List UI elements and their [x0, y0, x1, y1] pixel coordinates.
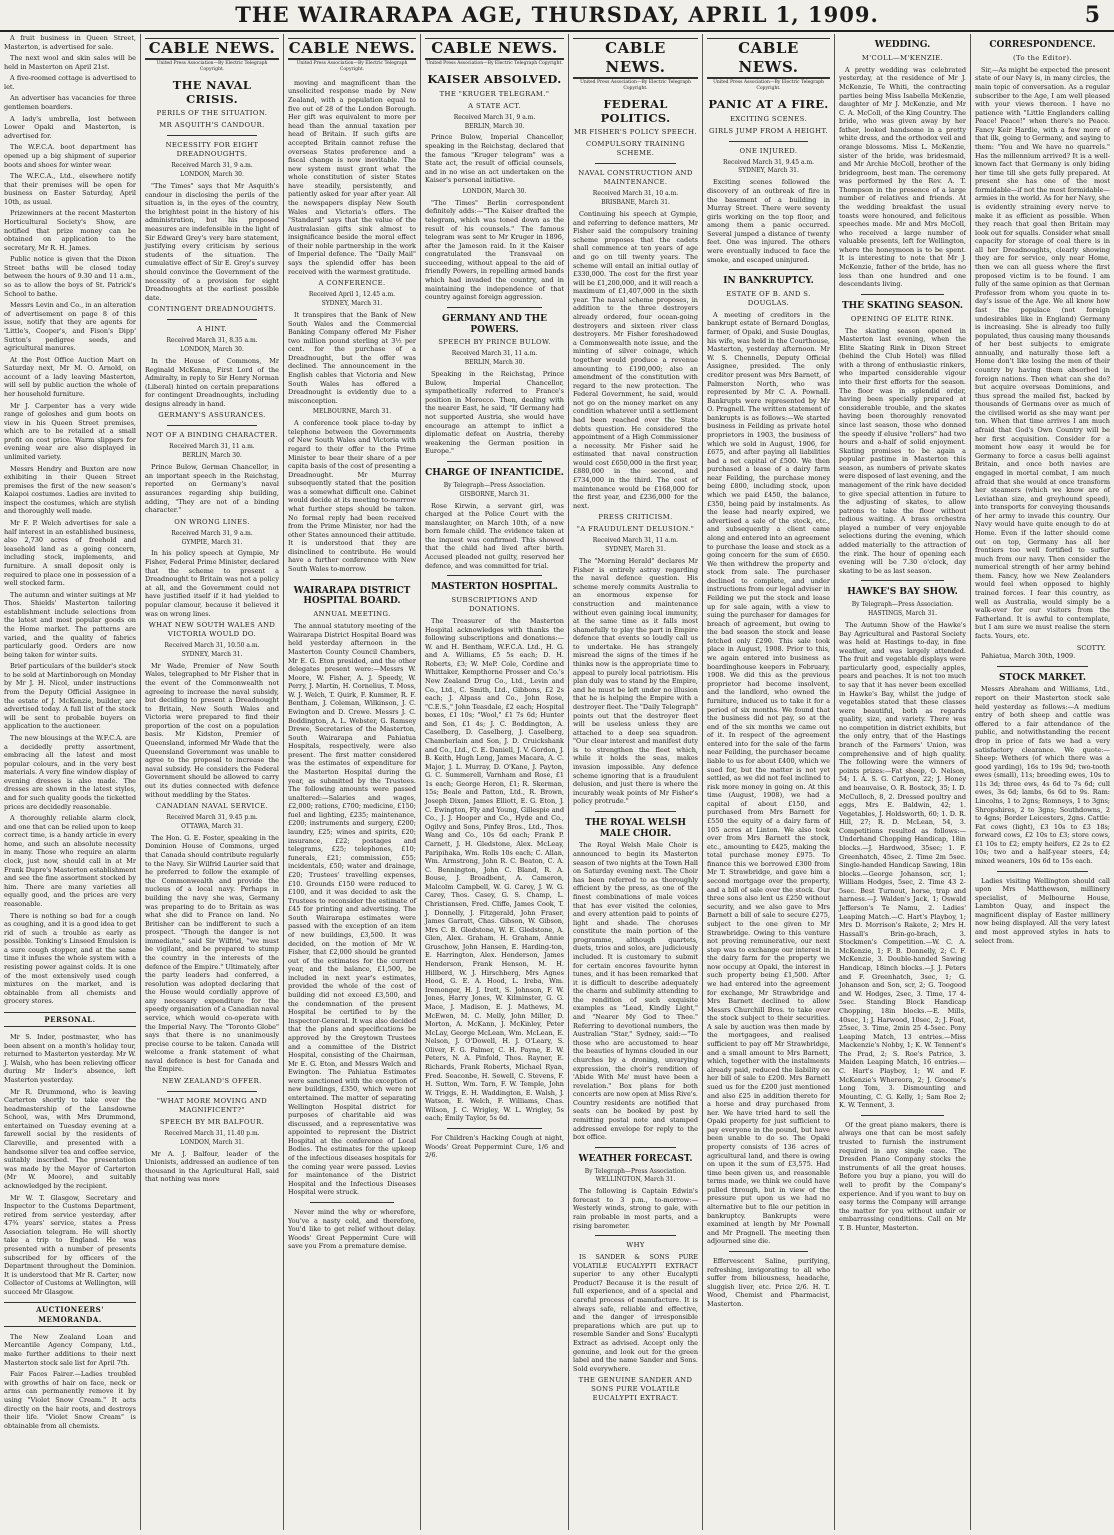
headline-masterton-hospital: MASTERTON HOSPITAL.	[431, 582, 558, 593]
headline-germany-powers: GERMANY AND THE POWERS.	[442, 313, 547, 335]
agency-line: United Press Association—By Electric Telegraph Copyright.	[296, 61, 408, 72]
local-notice: At the Post Office Auction Mart on Saturday next, Mr M. O. Arnold, on account of a lady leaving Masterton, will sell by public auction the whole of her household furniture.	[4, 355, 136, 398]
divider	[861, 1115, 944, 1116]
agency-line: United Press Association—By Electric Telegraph Copyright.	[426, 61, 563, 66]
personal-item: Mr S. Inder, postmaster, who has been absent on a month's holiday tour, returned to Masterton yesterday. Mr W. J. Walsh, who has been relieving officer during Mr Inder's absence, left Masterton yesterday.	[4, 1033, 136, 1084]
subheadline: COMPULSORY TRAINING SCHEME.	[585, 140, 686, 158]
byline: By Telegraph—Press Association.	[584, 1167, 687, 1175]
page-number: 5	[1084, 2, 1100, 28]
cable-news-banner: CABLE NEWS.	[707, 38, 830, 79]
byline: By Telegraph—Press Association.	[443, 481, 546, 489]
place-line: LONDON, March 30.	[462, 187, 527, 195]
article-paragraph: The Royal Welsh Male Choir is announced to begin its Masterton season of two nights at the Town Hall on Saturday evening next. The Choir has been referred to as thoroughly efficient by the press, as one of the finest combinations of male voices that has ever visited the colonies, and every attention paid to points of light and shade. The choruses constitute the main portion of the programme, although quartets, duets, trios and solos, are judiciously included. It is customary to submit for certain encores favourite hymn tunes, and it has been remarked that it is difficult to describe adequately the charm and sublimity attending to the rendition of such exquisite examples as "Lead, Kindly Light," and "Nearer My God to Thee." Referring to devotional numbers, the Australian "Star," Sydney, said:—"To those who are accustomed to hear the beauties of hymns clouded in our churches by a droning, unvarying expression, the choir's rendition of 'Abide With Me' must have been a revelation." Box plans for both concerts are now open at Miss Rive's. Country residents are notified that seats can be booked by post by remitting postal note and stamped addressed envelope for reply to the box office.	[573, 841, 698, 1142]
place-line: BERLIN, March 30.	[182, 452, 242, 460]
masthead	[0, 0, 1114, 32]
divider	[595, 1235, 676, 1236]
article-paragraph: "The Times" Berlin correspondent definitely adds:—"The Kaiser drafted the telegram, which was toned down as the result of his counsels." The famous telegram was sent to Mr Kruger in 1896, after the Jameson raid. In it the Kaiser congratulated the Transvaal on succeeding, without appeal to the aid of friendly Powers, in repelling armed bands which had invaded the country, and in maintaining the independence of that country against foreign aggression.	[425, 198, 564, 302]
dateline: Received March 31, 9 a.m.	[171, 529, 253, 537]
dateline: Received March 31, 8.35 a.m.	[166, 337, 258, 345]
article-paragraph: Prince Bulow, Imperial Chancellor, speaking in the Reichstag, declared that the famous "Kruger telegram" was a State act, the result of official counsels, and in no wise an act undertaken on the Kaiser's personal initiative.	[425, 133, 564, 185]
place-line: BERLIN, March 30.	[464, 359, 525, 367]
auction-items	[4, 1333, 136, 1430]
column-1-local-notices	[0, 34, 140, 1530]
article-paragraph: A pretty wedding was celebrated yesterday, at the residence of Mr J. McKenzie, Te Whiti, the contracting parties being Miss Isabella McKenzie, daughter of Mr J. McKenzie, and Mr C. A. McColl, of the King Country. The bride, who was given away by her father, looked handsome in a pretty white dress, and the orthodox veil and orange blossoms. Miss L. McKenzie, sister of the bride, was bridesmaid, and Mr Archie McColl, brother of the bridegroom, best man. The ceremony was performed by the Rev. A. T. Thompson in the presence of a large number of relatives and friends. At the wedding breakfast the usual toasts were honoured, and felicitous speeches made. Mr and Mrs McColl, who received a large number of valuable presents, left for Wellington, where the honeymoon is to be spent. It is interesting to note that Mr J. McKenzie, father of the bride, has no less than one hundred and one descendants living.	[839, 65, 966, 289]
personal-item: Mr R. Drummond, who is leaving Carterton shortly to take over the headmastership of the Lansdowne School, was, with Mrs Drummond, entertained on Tuesday evening at a farewell social by the residents of Clareville, and presented with a handsome silver tea and coffee service, suitably inscribed. The presentation was made by the Mayor of Carterton (Mr W. Moore), and suitably acknowledged by the recipient.	[4, 1087, 136, 1190]
dateline: Received April 1, 12.45 a.m.	[308, 291, 396, 299]
local-notice: The new blousings at the W.F.C.A. are a decidedly pretty assortment, embracing all the latest and most popular colours, and in the very best materials. A very fine window display of evening dresses is also made. The dresses are shown in the latest styles, and for such quality goods the ticketted prices are decidedly reasonable.	[4, 733, 136, 811]
place-line: LONDON, March 31.	[180, 1138, 244, 1146]
place-line: SYDNEY, March 31.	[605, 546, 666, 554]
article-paragraph: The annual statutory meeting of the Wairarapa District Hospital Board was held yesterday afternoon in the Masterton County Council Chambers, Mr E. G. Eton presided, and the other delegates present were:—Messrs W. Moore, W. Fisher, A. J. Speedy, W. Perry, J. Martin, H. Cornelius, T. Moss, W. J. Welch, T. Quirk, F. Kummer, R. F. Bentham, J. Coleman, Wilkinson, J. C. Ewington and D. Crewe. Messrs J. C. Boddington, A. L. Webster, G. Ramsey Drewe, Secretaries of the Masterton, South Wairarapa and Pahiatua Hospitals, respectively, were also present. The first matter considered was the estimates of expenditure for the Masterton Hospital during the year, as submitted by the Trustees. The following amounts were passed unaltered:—Salaries and wages, £2,000; rations, £700; medicine, £150; fuel and lighting, £235; maintenance, £200; instruments and surgery, £200; laundry, £25; wines and spirits, £20; insurance, £22; postages and telegrams, £25; telephones, £10; funerals, £21; commission, £55; incidentals, £50; water and drainage, £20; Trustees' travelling expenses, £10. Grounds £150 were reduced to £100, and it was decided to ask the Trustees to reconsider the estimate of £45 for printing and advertising. The South Wairarapa estimates were passed with the exception of an item of new buildings, £3,500. It was decided, on the motion of Mr W. Fisher, that £2,000 should be granted out of the estimates for the current year, and the balance, £1,500, be included in next year's estimates, provided the whole of the cost of building did not exceed £3,500, and the condemnation of the present Hospital be certified to by the Inspector-General. It was also decided that the plans and specifications be approved by the Greytown Trustees and a committee of the District Hospital, consisting of the Chairman, Mr E. G. Eton, and Messrs Welch and Ewington. The Pahiatua Estimates were sanctioned with the exception of new buildings, £350, which were not entertained. The matter of separating Wellington Hospital district for purposes of charitable aid was discussed, and a representative was appointed to represent the District Hospital at the conference of Local Bodies. The estimates for the upkeep of the infectious diseases hospitals for the coming year were passed. Levies for maintenance of the District Hospital and the Infectious Diseases Hospital were struck.	[288, 622, 416, 1197]
local-notice: A lady's umbrella, lost between Lower Opaki and Masterton, is advertised for.	[4, 114, 136, 140]
dateline: Received March 31, 10 a.m.	[592, 190, 679, 198]
divider	[595, 1147, 676, 1148]
advert-cough-cure: For Children's Hacking Cough at night, Woods' Great Peppermint Cure, 1/6 and 2/6.	[425, 1134, 564, 1160]
subheadline: "A FRAUDULENT DELUSION."	[576, 525, 695, 534]
agency-line: United Press Association—By Electric Telegraph Copyright.	[580, 80, 691, 91]
divider	[447, 1128, 542, 1129]
article-paragraph: Mr Wade, Premier of New South Wales, telegraphed to Mr Fisher that in the event of the Commonwealth not agreeing to increase the naval subsidy, but deciding to present a Dreadnought to Britain, New South Wales and Victoria were prepared to find their proportion of the cost on a population basis. Mr Kidston, Premier of Queensland, informed Mr Wade that the Queensland Government was unable to agree to the proposal to increase the naval subsidy. He considers the Federal Government should be allowed to carry out its duties connected with defence without meddling by the States.	[145, 661, 279, 799]
article-paragraph: Rose Kirwin, a servant girl, was charged at the Police Court with the manslaughter, on March 10th, of a new born female child. The evidence taken at the inquest was confirmed. This showed that the child had lived after birth. Accused pleaded not guilty, reserved her defence, and was committed for trial.	[425, 501, 564, 570]
column-2-naval-crisis	[140, 34, 283, 1530]
auction-item: Fair Faces Fairer.—Ladies troubled with growths of hair on face, neck or arms can permanently remove it by using "Violet Snow Cream." It acts directly on the hair roots, and destroys their life. "Violet Snow Cream" is obtainable from all chemists.	[4, 1370, 136, 1430]
headline-weather: WEATHER FORECAST.	[578, 1153, 693, 1164]
headline-infanticide: CHARGE OF INFANTICIDE.	[425, 467, 564, 478]
place-line: LONDON, March 30.	[180, 346, 244, 354]
column-5-federal-politics	[568, 34, 702, 1530]
divider	[447, 307, 542, 308]
byline: By Telegraph—Press Association.	[851, 601, 954, 609]
column-6-fire-bankruptcy	[702, 34, 834, 1530]
newspaper-columns	[0, 34, 1114, 1532]
divider	[861, 580, 944, 581]
subheadline: A STATE ACT.	[468, 101, 521, 110]
dateline: Received March 31, 11 a.m.	[592, 537, 679, 545]
local-notice: The autumn and winter suitings at Mr Thos. Shields' Masterton tailoring establishment include selections from the latest and most popular goods on the Home market. The patterns are varied, and the quality of fabrics particularly good. Orders are now being taken for winter suits.	[4, 590, 136, 659]
article-paragraph: The Autumn Show of the Hawke's Bay Agricultural and Pastoral Society was held at Hastings to-day, in fine weather, and was largely attended. The fruit and vegetable displays were particularly good, especially apples, pears and peaches. It is not too much to say that it has never been excelled in Hawke's Bay, whilst the judge of vegetables stated that these classes were beautiful, both as regards quality, size, and variety. There was no competition in district exhibits, but the only entry, that of the Hastings branch of the Farmers' Union, was comprehensive and of high quality. The following were the winners of points prizes:—Fat sheep, O. Nelson, 54; I. A. S. G. Carlyon, 22; J. Honey and beauvaise, O. R. Bostock, 35; I. D. McCulloch, 8, 2. Dressed poultry and eggs, Mrs E. Baldwin, 42; 1. Vegetables, J. Holdsworth, 60; 1. D. R. Hill, 27; R. D. McLean, 54, 3. Competitions resulted as follows:—Underhand Chopping Handicap, 18in blocks.—J. Hardwood, 35sec; 1. F. Greenhatch, 45sec, 2. Time 2m 5sec. Single-handed Handicap Sawing, 18in blocks.—George Johanson, scr, 1; William Hodges, 5sec, 2. Time 43 2-5sec. Best Turnout, horse, trap and harness.—J. Walden's Jack, 1; Oswald Jefferson's Te Namu, 2. Ladies' Leaping Match.—C. Hart's Playboy, 1; Mrs D. Morrison's Rakete, 2; Mrs H. Hassall's Brin-go-brach, 3. Stockmen's Competition.—W. C. A. McKenzie, 1; F. B. Donnelly, 2; C. F. McKenzie, 3. Double-handed Sawing Handicap, 18inch blocks.—J. J. Peters and F. Greenhatch, 3sec, 1; G. Johanson and Son, scr, 2; G. Toogood and W. Hodges, 2sec, 3. Time, 17 4-5sec. Standing Block Handicap Chopping, 18in blocks.—E. Mills, 40sec, 1; J. Harwood, 10sec, 2; J. Foat, 25sec, 3. Time, 2min 25 4-5sec. Pony Leaping Match, 13 entries.—Miss Mackenzie's Nobby, 1; K. W. Tennent's The Prad, 2; S. Roe's Patrice, 3. Maiden Leaping Match, 16 entries.—C. Hart's Playboy, 1; W. and F. McKenzie's Whereora, 2; J. Groome's Long Tom, 3. Dismounting and Mounting, C. G. Kelly, 1; Sam Roe 2; K. W. Tennent, 3.	[839, 620, 966, 1110]
local-notice: Messrs Levin and Co., in an alteration of advertisement on page 8 of this issue, notify that they are agents for 'Little's, Cooper's, and Fison's Dipp' Sutton's pedigree seeds, and agricultural manures.	[4, 301, 136, 353]
article-paragraph: Mr A. J. Balfour, leader of the Unionists, addressed an audience of ten thousand in the Agricultural Hall, said that nothing was more	[145, 1149, 279, 1184]
subheadline: ANNUAL MEETING.	[313, 610, 391, 619]
advert-heading: WHY	[626, 1241, 645, 1250]
article-paragraph: The "Morning Herald" declares Mr Fisher is entirely astray regarding the naval defence question. His scheme merely commits Australia to an enormous expense for construction and maintenance without even gaining local immunity, at the same time as it falls most shamefully to play the part in Empire defence that events so loudly call us to undertake. He has strangely misread the signs of the times if he thinks now is the appropriate time to appeal to purely local patriotism. His plan duly was to stand by the Empire, and he must be left under no illusion that he is helping the Empire with a destroyer fleet. The "Daily Telegraph" points out that the destroyer fleet will be useless unless they are attached to a deep sea squadron. "Our clear interest and manifest duty is to strengthen the fleet which, while it holds the seas, makes invasion impossible. Any defence scheme ignoring that is a fraudulent delusion, and just there is where the incurably weak points of Mr Fisher's policy protrude."	[573, 557, 698, 806]
dateline: Received March 31, 9 a.m.	[453, 113, 536, 121]
divider	[595, 163, 676, 164]
headline-welsh-choir: THE ROYAL WELSH MALE CHOIR.	[584, 817, 687, 839]
headline-naval-crisis: THE NAVAL CRISIS.	[172, 77, 252, 106]
subheadline: EXCITING SCENES.	[729, 114, 808, 123]
subheadline: SPEECH BY MR BALFOUR.	[159, 1117, 265, 1126]
auction-item: The New Zealand Loan and Mercantile Agency Company, Ltd., make further additions to their next Masterton stock sale list for April 7th.	[4, 1332, 136, 1367]
article-paragraph: "The Times" says that Mr Asquith's candour in disclosing the perils of the situation is, in the eyes of the country, the brightest point in the history of his administration, but his proposed measures are indefensible in the light of Sir Edward Grey's very bare statement, justifying every criticism by serious students of the situation. The cumulative effect of Sir E. Grey's survey should convince the Government of the necessity of a provision for eight Dreadnoughts at the earliest possible date.	[145, 182, 279, 302]
subheadline: NAVAL CONSTRUCTION AND MAINTENANCE.	[578, 169, 693, 187]
dateline: Received March 31, 11 a.m.	[169, 443, 255, 451]
headline-hospital-board: WAIRARAPA DISTRICT HOSPITAL BOARD.	[293, 585, 411, 607]
divider	[167, 135, 257, 136]
article-paragraph: Continuing his speech at Gympie, and referring to defence matters, Mr Fisher said the compulsory training scheme proposes that the cadets shall commence at ten years of age and go on till twenty years. The scheme will entail an initial outlay of £330,000. The cost for the first year will be £1,200,000, and it will reach a maximum of £1,407,000 in the sixth year. The naval scheme proposes, in addition to the three destroyers already ordered, four ocean-going destroyers and sixteen river class destroyers. Mr Fisher foreshadowed a Commonwealth note issue, and the minting of silver coinage, which together would produce a revenue amounting to £190,000; also an amendment of the constitution with regard to the new protection. The Federal Government, he said, would not go on the money market on any condition whatever until a settlement had been reached over the State debts question. He considered the appointment of a High Commissioner a necessity. Mr Fisher said he estimated that naval construction would cost £650,000 in the first year, £880,000 in the second, and £734,000 in the third. The cost of maintenance would be £168,000 for the first year, and £236,000 for the next.	[573, 210, 698, 510]
subheadline: PRESS CRITICISM.	[598, 513, 673, 522]
column-7-wedding-skating	[834, 34, 970, 1530]
subheadline: CANADIAN NAVAL SERVICE.	[155, 802, 269, 811]
divider	[167, 1091, 257, 1092]
cable-news-banner: CABLE NEWS.	[288, 38, 416, 60]
divider	[310, 579, 394, 580]
local-notice: Brief particulars of the builder's stock to be sold at Martinborough on Monday by Mr J. H. Nicol, under instructions from the Deputy Official Assignee in the estate of J. McKenzie, builder, are advertised today. A full list of the stock will be sent to probable buyers on application to the auctioneer.	[4, 662, 136, 731]
place-line: SYDNEY, March 31.	[738, 167, 799, 175]
article-paragraph: The following is Captain Edwin's forecast to 3 p.m., to-morrow:—Westerly winds, strong to gale, with rain probable in most parts, and a rising barometer.	[573, 1187, 698, 1230]
letter-place-date: Pahiatua, March 30th, 1909.	[981, 652, 1076, 661]
headline-bankruptcy: IN BANKRUPTCY.	[723, 276, 814, 287]
divider	[447, 575, 542, 576]
cable-news-banner: CABLE NEWS.	[145, 38, 279, 60]
article-paragraph: Exciting scenes followed the discovery of an outbreak of fire in the basement of a building in Murray Street. There were seventy girls working on the top floor, and among them a panic occurred. Several jumped a distance of twenty feet. One was injured. The others were eventually induced to face the smoke, and escaped uninjured.	[707, 178, 830, 264]
article-paragraph: A meeting of creditors in the bankrupt estate of Bernard Douglas, farmer, of Opaki, and Susie Douglas, his wife, was held in the Courthouse, Masterton, yesterday afternoon. Mr W. S. Chennells, Deputy Official Assignee, presided. The only creditor present was Mrs Barnett, of Palmerston North, who was represented by Mr C. A. Pownall. Bankrupts were represented by Mr O. Pragnell. The written statement of bankrupts is as follows:—We started business in Feilding as private hotel proprietors in 1903, the business of which we sold in August, 1906, for £675, and after paying all liabilities had a net capital of £500. We then purchased a lease of a dairy farm near Feilding, the purchase money being £800, including stock, upon which we paid £450, the balance, £350, being paid by instalments. As the lease had nearly expired, we advertised a sale of the stock, etc., and subsequently a client came along and entered into an agreement to purchase the lease and stock as a going concern for the sum of £650. We then withdrew the property and stock from sale. The purchaser declined to complete, and under instructions from our legal adviser in Feilding we put the stock and lease up for sale again, with a view to suing the purchaser for damages for breach of agreement, but owing to the bad season the stock and lease fetched only £290. This sale took place in August, 1908. Prior to this, we again entered into business as boardinghouse keepers in February, 1908. We did this as the previous proprietor had become insolvent, and the landlord, who owned the furniture, induced us to take it for a period of six months. We found that the business did not pay, so at the end of the six months we came out of it. In respect of the agreement entered into for the sale of the farm near Feilding, the purchaser became liable to us for about £400, which we sued for, but the matter is not yet settled, as we did not feel inclined to risk more money in going on. At this time (August, 1908), we had a capital of about £150, and purchased from Mrs Barnett for £550 the equity of a dairy farm of 105 acres at Linton. We also took over from Mrs Barnett the stock, etc., amounting to £425, making the total purchase money £975. To finance this we borrowed £300 from Mr T. Strawbridge, and gave him a second mortgage over the property, and a bill of sale over the stock. Our three sons also lent us £250 without security, and we also gave to Mrs Barnett a bill of sale to secure £275, subject to the one given to Mr Strawbridge. Owing to this venture not proving remunerative, our next step was to exchange our interest in the dairy farm for the property we now occupy at Opaki, the interest in such property being £1,500. After we had entered into the agreement for exchange, Mr Strawbridge and Mrs Barnett declined to allow Messrs Churchill Bros. to take over the stock subject to their securities. A sale by auction was then made by the mortgagees, and realised sufficient to pay off Mr Strawbridge, and a small amount to Mrs Barnett, which, together with the instalments already paid, reduced the liability on her bill of sale to £200. Mrs Barnett sued us for the £200 just mentioned and also £25 in addition thereto for a horse and dray purchased from her. We have tried hard to sell the Opaki property for just sufficient to pay everyone in the pound, but have been unable to do so. The Opaki property consists of 136 acres of agricultural land, and there is owing on upon it the sum of £3,575. Had time been given us, and reasonable terms made, we think we could have pulled through, but in view of the pressure put upon us we had no alternative but to file our petition in bankruptcy. Bankrupts were examined at length by Mr Pownall and Mr Pragnell. The meeting then adjourned sine die.	[707, 310, 830, 1246]
advert-peppermint-cure: Never mind the why or wherefore, You've a nasty cold, and therefore, You'd like to get relief without delay. Woods' Great Peppermint Cure will save you From a premature demise.	[288, 1207, 416, 1251]
divider	[167, 319, 257, 320]
article-paragraph: Messrs Abraham and Williams, Ltd., report on their Masterton stock sale held yesterday as follows:—A medium entry of both sheep and cattle was offered to a fair attendance of the public, and notwithstanding the recent drop in price of fats we had a very satisfactory clearance. We quote:—Sheep: Wethers (of which there was a good yarding), 16s to 19s 9d; two-tooth ewes (small), 11s; breeding ewes, 10s to 11s 3d; three ews, 4s 6d to 7s 6d; cull ewes, 3s 6d; lambs, 6s 6d to 9s. Ram: Lincolns, 1 to 2gns; Romneys, 1 to 3gns; Shropshires, 2 to 3gns; Southdowns, 2 to 4gns; Border Leicesters, 2gns. Cattle: Fat cows (light), £3 10s to £3 18s; forward cows, £2 10s to £3; store cows, £1 10s to £2; empty heifers, £2 2s to £2 10s; two and a half-year steers, £4; mixed weaners, 10s 6d to 15s each.	[975, 685, 1110, 866]
subheadline: "WHAT MORE MOVING AND MAGNIFICENT?"	[156, 1097, 268, 1114]
local-notice: An advertiser has vacancies for three gentlemen boarders.	[4, 94, 136, 112]
dateline: Received March 31, 11 a.m.	[451, 350, 538, 358]
divider	[447, 461, 542, 462]
divider	[729, 141, 808, 142]
dateline: Received March 31, 10.50 a.m.	[164, 642, 260, 650]
local-notice: A fruit business in Queen Street, Masterton, is advertised for sale.	[4, 34, 136, 51]
article-paragraph: In the House of Commons, Mr Reginald McKenna, First Lord of the Admiralty, in reply to Sir Henry Norman (Liberal) hinted on certain preparations for contingent Dreadnoughts, including designs already in hand.	[145, 357, 279, 408]
place-line: OTTAWA, March 31.	[180, 822, 244, 830]
letter-body: Sir,—As might be expected the present state of our Navy is, in many circles, the main topic of conversation. As a regular subscriber to the Age, I am well pleased with your views thereon. I have no patience with "Little Englanders calling Peace! Peace!" when there's no Peace. Fancy Keir Hardie, with a few more of that ilk, going to Germany, and saying to them: "You and We have no quarrels." Has the millennium arrived? It is a well-known fact that Germany is only biding her time till she gets fully prepared. At present she has one of the most formidable—if not the most formidable—armies in the world. As for her Navy, she is evidently straining every nerve to make it as efficient as possible. When they reach that goal then Britain may look out for squalls. Consider what small capacity for storage of coal there is in all her Dreadnoughts, clearly showing they are for service, only near Home, then we can all guess where the first proposed victim is to be found. I am fully of the same opinion as that German Professor from whom you quote in to-day's issue of the Age. We all know how fast the populace (not foreign undesirables like in England) Germany is increasing. She is already too fully populated, thus causing many thousands of her best subjects to emigrate annually, and naturally those left a Home don't like losing the men of their country by having them absorbed in foreign nations. Then what can she do? but acquire overseas Dominions, and thus spread the mailed fist, backed by thousands of Germans over as much of the civilised world as she may want per ton. When that time arrives I am much afraid that God's Own Country will be her first acquisition. Consider for a moment how easy it would be for Germany to force a casus belli against Britain, and once both navies are engaged in mortal combat, I am much afraid that she would at once transform her steamers (which we know are of Leviathan size, and greyhound speed), into transports for conveying thousands of her army to invade this country. Our Navy would have quite enough to do at Home. Even if the latter should come out on top, Germany has all her frontiers too well fortified to suffer much from our navy. Then consider the numerical strength of her army behind them. Fancy, how we New Zealanders would feel when opposed to highly trained forces. I fear this country, as well as Australia, would simply be a walk-over for our visitors from the Fatherland. It is awful to contemplate, but I am sure we must realise the stern facts. Yours, etc.	[975, 65, 1110, 640]
subheadline: (To the Editor).	[1013, 53, 1072, 62]
column-8-correspondence	[970, 34, 1114, 1530]
personal-items	[4, 1033, 136, 1296]
subheadline: OPENING OF ELITE RINK.	[850, 314, 955, 323]
divider	[729, 269, 808, 270]
advert-eucalypti: IS SANDER & SONS PURE VOLATILE EUCALYPTI EXTRACT superior to any other Eucalypti Product? Because it is the result of full experience, and of a special and careful process of manufacture. It is always safe, reliable and effective, and the danger of irresponsible preparations which are put up to resemble Sander and Sons' Eucalypti Extract as advised. Accept only the genuine, and look out for the green label and the name Sander and Sons. Sold everywhere.	[573, 1253, 698, 1373]
subheadline: SUBSCRIPTIONS AND DONATIONS.	[451, 595, 538, 613]
local-notice: A five-roomed cottage is advertised to let.	[4, 74, 136, 91]
subheadline: GIRLS JUMP FROM A HEIGHT.	[709, 126, 828, 135]
advert-millinery: Ladies visiting Wellington should call upon Mrs Matthewson, millinery specialist, of Melbourne House, Lambton Quay, and inspect the magnificent display of Easter millinery now being displayed. All the very latest and most approved styles in hats to select from.	[975, 876, 1110, 945]
advert-piano: Of the great piano makers, there is always one that can be most safely trusted to furnish the instrument required in any single case. The Dresden Piano Company stocks the instruments of all the great houses. Before you buy a piano, you will do well to profit by the Company's experience. And if you want to buy on easy terms the Company will arrange the matter for you without unfair or embarrassing conditions. Call on Mr T. B. Hunter, Masterton.	[839, 1120, 966, 1232]
local-notice: Messrs Hendry and Buxton are now exhibiting in their Queen Street premises the first of the new season's Kaiapoi costumes. Ladies are invited to inspect the costumes, which are stylish and thoroughly well made.	[4, 464, 136, 516]
agency-line: United Press Association—By Electric Telegraph Copyright.	[713, 80, 824, 91]
subheadline: A CONFERENCE.	[318, 279, 386, 288]
divider	[729, 1251, 808, 1252]
subheadline: MR FISHER'S POLICY SPEECH.	[573, 128, 698, 137]
dateline: Received March 31, 11.40 p.m.	[164, 1129, 260, 1137]
subheadline: MR ASQUITH'S CANDOUR.	[159, 121, 265, 130]
place-line: LONDON, March 30.	[180, 171, 244, 179]
subheadline: NOT OF A BINDING CHARACTER.	[146, 431, 278, 440]
headline-panic-fire: PANIC AT A FIRE.	[708, 96, 829, 111]
local-notice: Public notice is given that the Dixon Street baths will be closed today between the hours of 9.30 and 11 a.m., so as to allow the boys of St. Patrick's School to bathe.	[4, 255, 136, 298]
local-notice: The W.F.C.A. boot department has opened up a big shipment of superior boots and shoes for winter wear.	[4, 143, 136, 169]
cable-news-banner: CABLE NEWS.	[573, 38, 698, 79]
headline-correspondence: CORRESPONDENCE.	[989, 40, 1096, 50]
place-line: BERLIN, March 30.	[464, 122, 525, 130]
dateline: Received March 31, 9.45 a.m.	[722, 158, 815, 166]
headline-skating: THE SKATING SEASON.	[841, 300, 964, 311]
article-paragraph: The Treasurer of the Masterton Hospital acknowledges with thanks the following subscriptions and donations:—W. and H. Bentham, W.F.C.A. Ltd., H. G. and A. Williams, £5 5s each; D. H. Roberts, £3; W. MeP. Cole, Cordine and Whittaker, Kempthorne Prosser and Co.'s New Zealand Drug Co., Ltd., Levin and Co., Ltd., C. Smith, Ltd., Gibbons, £2 2s each; J. Alpass and Co., John Rose, "C.E.S.," John Teasdale, £2 each; Hospital boxes, £1 10s; "Wool," £1 7s 6d; Hunter and Son, £1 4s; J. C. Boddington, A. Caselberg, D. Caselberg, J. Caselberg, Chamberlain and Son, J. D. Cruickshank and Co., Ltd., C. E. Daniell, J. V. Gordon, J. B. Keith, Hugh Long, James Macara, A. C. Major, J. L. Murray, D. O'Kane, J. Payton, G. C. Summerell, Varnham and Rose, £1 1s each; George Heron, £1; R. Skerman, 15s; Beale and Patton, Ltd., R. Brown, Joseph Dixon, James Elliott, E. G. Eton, J. C. Ewington, Fly and Young, Gillespie and Co., J. J. Hooper and Co., Hyde and Co., Ogilvy and Sons, Pinfey Bros., Ltd., Thos. Wang and Co., 10s 6d each; Frank P. Carnett, J. H. Gledstone, Alex. McLeay, Paripihaka, Wm. Rolls 10s each; C. Allan, Wm. Armstrong, John R. C. Beaton, C. A. C. Bennington, John C. Bland, R. A. Bouse, J. Broadbent, A. Cameron, Malcolm Campbell, W. G. Carey, J. W. G. Carey, Thos. Casey, G. S. Champ, L. Christiansen, Fred. Cliffe, James Cook, T. J. Donnelly, J. Fitzgerald, John Fraser, James Garratt, Chas. Gibson, W. Gibson, Mrs C. B. Gledstone, W. E. Gledstone, A. Glen, Alex. Graham, H. Graham, Annie Gruschow, John Hansen, E. Harding-ton, E. Harrington, Alex. Henderson, James Henderson, Frank Henson, M. H. Hillberd, W. J. Hirschberg, Mrs Agnes Hood, G. E. A. Hood, L. Ireba, Wm. Iremonger, H. J. Irett, S. Johnson, F. W. Jones, Harry Jones, W. Kilminster, G. G. Mace, J. Madison, E. J. Mathews, M. McEwen, M. C. Melly, John Miller, D. Morton, A. McKann, J. McKinley, Peter McLay, George McLean, Wm. McLean, E. Nelson, J. O'Dowell, H. J. O'Leary, S. Oliver, F. G. Palmer, C. H. Payne, E. W. Peters, N. A. Pinfold, Thos. Rayner, E. Richards, Frank Roberts, Michael Ryan, Fred. Seaconbe, H. Sewell, C. Stevens, F. H. Sutton, Wm. Tarn, F. W. Temple, John W. Triggs, E. H. Waddington, E. Walsh, J. Watson, E. Welch, F. Williams, Chas. Wilson, J. C. Wrigley, W. L. Wrigley, 5s each; Emily Taylor, 5s 6d.	[425, 616, 564, 1123]
subheadline: CONTINGENT DREADNOUGHTS.	[147, 305, 277, 314]
headline-hawkes-bay-show: HAWKE'S BAY SHOW.	[847, 587, 958, 598]
place-line: GYMPIE, March 31.	[181, 538, 243, 546]
local-notice: There is nothing so bad for a cough as coughing, and it is a good idea to get rid of such a trouble as early as possible. Tonking's Linseed Emulsion is a sure cough stopper, and at the same time it infuses the whole system with a resisting power against colds. It is one of the most extensively used cough mixtures on the market, and is obtainable from all chemists and grocery stores.	[4, 911, 136, 1006]
subheadline: NECESSITY FOR EIGHT DREADNOUGHTS.	[165, 141, 259, 159]
subheadline: GERMANY'S ASSURANCES.	[158, 411, 266, 420]
local-ads	[4, 34, 136, 1006]
column-3-naval-continued	[283, 34, 420, 1530]
subheadline: M'COLL—M'KENZIE.	[861, 53, 944, 62]
auctioneers-heading: AUCTIONEERS' MEMORANDA.	[4, 1302, 136, 1326]
place-line: WELLINGTON, March 31.	[595, 1176, 676, 1184]
divider	[167, 425, 257, 426]
local-notice: The W.F.C.A., Ltd., elsewhere notify that their premises will be open for business on Easter Saturday, April 10th, as usual.	[4, 172, 136, 206]
article-paragraph: A conference took place to-day by telephone between the Governments of New South Wales and Victoria with regard to their offer to the Prime Minister to bear their share of a per capita basis of the cost of presenting a Dreadnought. Mr Murray subsequently stated that the position was a somewhat difficult one. Cabinet would decide at its meeting to-morrow what further steps should be taken. No formal reply had been received from the Prime Minister, nor had the other States announced their attitude. It is understood that they are disinclined to contribute. He would have a further conference with New South Wales to-morrow.	[288, 419, 416, 574]
divider	[861, 294, 944, 295]
place-line: HASTINGS, March 31.	[867, 610, 938, 618]
headline-kaiser-absolved: KAISER ABSOLVED.	[427, 71, 562, 86]
local-notice: Prizewinners at the recent Masterton Horticultural Society's Show, are notified that prize money can be obtained on application to the secretary, Mr R. H. James.	[4, 209, 136, 252]
dateline: Received March 31, 9.45 p.m.	[166, 814, 258, 822]
agency-line: United Press Association—By Electric Telegraph Copyright.	[156, 61, 268, 72]
subheadline: SPEECH BY PRINCE BULOW.	[438, 338, 551, 347]
headline-stock-market: STOCK MARKET.	[999, 672, 1086, 683]
article-paragraph: Speaking in the Reichstag, Prince Bulow, Imperial Chancellor, sympathetically referred to France's position in Morocco. Then, dealing with the nearer East, he said, "If Germany had not supported Austria, she would have encourage an attempt to inflict a diplomatic defeat on Austria, thereby weakening the German position in Europe."	[425, 370, 564, 456]
local-notice: Mr F. P. Welch advertises for sale a half interest in an established business, also 2,730 acres of freehold and leasehold land as a going concern, including stock, implements, and furniture. A small deposit only is required to place one in possession of a well stocked farm.	[4, 519, 136, 588]
subheadline: ESTATE OF B. AND S. DOUGLAS.	[726, 289, 811, 307]
divider	[595, 811, 676, 812]
subheadline: WHAT NEW SOUTH WALES AND VICTORIA WOULD DO.	[148, 621, 276, 639]
article-paragraph: Prince Bulow, German Chancellor, in an important speech in the Reichstag, reported on Germany's naval assurances regarding ship building, adding, "They are not of a binding character."	[145, 463, 279, 515]
article-paragraph: moving and magnificent than the unsolicited response made by New Zealand, with a population equal to five out of 28 of the London Borough. Her gift was equivalent to more per head than the annual taxation per head of Britain. If such gifts are accepted Britain cannot refuse the overseas States preference and a fiscal change is now inevitable. The new system must grant what the whole constitution of sister States have steadily, persistently, and patiently asked for year after year. All the newspapers display New South Wales and Victoria's offers. The "Standard" says that the value of the Australasian gifts sink almost to insignificance beside the moral effect of their noble partnership in the work of Imperial defence. The "Daily Mail" says the splendid offer has been received with the warmest gratitude.	[288, 78, 416, 276]
place-line: SYDNEY, March 31.	[181, 650, 243, 658]
advert-footer: THE GENUINE SANDER AND SONS PURE VOLATILE EUCALYPTI EXTRACT.	[578, 1376, 693, 1403]
subheadline: A HINT.	[196, 325, 228, 334]
headline-federal-politics: FEDERAL POLITICS.	[600, 96, 671, 125]
newspaper-title: THE WAIRARAPA AGE, THURSDAY, APRIL 1, 1909.	[235, 2, 879, 27]
subheadline: NEW ZEALAND'S OFFER.	[162, 1077, 262, 1086]
article-paragraph: The Hon. G. E. Foster, speaking in the Dominion House of Commons, urged that Canada should contribute regularly to the Navy. Sir Wilfrid Laurier said that he preferred to follow the example of the Commonwealth and provide the nucleus of a local navy. Perhaps in building the navy she was, Germany was preparing to do to Britain as was what she did to France on land. No Britisher can be indifferent to such a prospect. "Though the danger is not immediate," said Sir Wilfrid, "we must be vigilant, and be prepared to stump the country in the interests of the defence of the Empire." Ultimately, after the party leaders had conferred, a resolution was adopted declaring that the House would cordially approve of any necessary expenditure for the speedy organisation of a Canadian naval service, which would co-operate with the Imperial Navy. The "Toronto Globe" says that there is no unanimously precise course to be taken. Canada will welcome a frank statement of what naval defence is best for Canada and the Empire.	[145, 833, 279, 1074]
article-paragraph: In his policy speech at Gympie, Mr Fisher, Federal Prime Minister, declared that the scheme to present a Dreadnought to Britain was not a policy at all, and the Government could not have justified itself if it had yielded to popular clamour, because it believed it was on wrong lines.	[145, 549, 279, 618]
article-paragraph: It transpires that the Bank of New South Wales and the Commercial Banking Company offered Mr Fisher two million pound sterling at 3½ per cent. for the purchase of a Dreadnought, but the offer was declined. The announcement in the English cables that Victoria and New South Wales has offered a Dreadnought is evidently due to a misconception.	[288, 310, 416, 405]
headline-wedding: WEDDING.	[874, 40, 931, 50]
place-line: SYDNEY, March 31.	[321, 300, 383, 308]
letter-signature: SCOTTY.	[1076, 643, 1106, 652]
subheadline: ONE INJURED.	[739, 146, 798, 155]
column-4-kaiser	[420, 34, 568, 1530]
local-notice: A thoroughly reliable alarm clock, and one that can be relied upon to keep correct time, is a handy article in every home, and such an absolute necessity in many. Those who require an alarm clock, just now, should call in at Mr Frank Dupre's Masterton establishment and see the fine assortment stocked by him. There are many varieties all equally good, and the prices are very reasonable.	[4, 814, 136, 908]
local-notice: Mr J. Carpenter has a very wide range of goloshes and gum boots on view in his Queen Street premises, which are to be retailed at a small profit on cost price. Warm slippers for evening wear are also displayed in unlimited variety.	[4, 401, 136, 462]
subheadline: THE "KRUGER TELEGRAM."	[439, 89, 550, 98]
subheadline: ON WRONG LINES.	[174, 517, 250, 526]
local-notice: The next wool and skin sales will be held in Masterton on April 21st.	[4, 54, 136, 71]
place-line: GISBORNE, March 31.	[459, 490, 530, 498]
subheadline: PERILS OF THE SITUATION.	[156, 109, 268, 118]
article-paragraph: The skating season opened in Masterton last evening, when the Elite Skating Rink in Dixon Street (behind the Club Hotel) was filled with a throng of enthusiastic rinkers, who imparted considerable vigour into their first efforts for the season. The floor was in splendid order, having been specially prepared at considerable trouble, and the skates having been thoroughly renovated since last season, those who donned the speedy if elusive "rollers" had two hours and a-half of solid enjoyment. Skating promises to be again a popular pastime in Masterton this season, as numbers of private skates were disposed of last evening, and the management of the rink have decided to give special attention in future to the adjusting of skates, to allow patrons to take the floor without tedious waiting. A brass orchestra played a number of very enjoyable selections during the evening, which added materially to the attraction of the rink. The hour of opening each evening will be 7.30 o'clock, day skating to be as last season.	[839, 326, 966, 575]
divider	[310, 1202, 394, 1203]
divider	[997, 871, 1088, 872]
dateline: Received March 31, 9 a.m.	[171, 162, 253, 170]
advert-saline: Effervescent Saline, purifying, refreshing, invigorating to all who suffer from biliousness, headache, sluggish liver, etc. Price 2/6. H. T. Wood, Chemist and Pharmacist, Masterton.	[707, 1256, 830, 1308]
personal-heading: PERSONAL.	[4, 1012, 136, 1027]
place-line: BRISBANE, March 31.	[601, 199, 670, 207]
personal-item: Mr W. T. Glasgow, Secretary and Inspector to the Customs Department, retired from service yesterday, after 47¾ years' service, states a Press Association telegram. He will shortly take a trip to England. He was presented with a number of presents subscribed for by officers of the Department throughout the Dominion. It is understood that Mr R. Carter, now Collector of Customs at Wellington, will succeed Mr Glasgow.	[4, 1193, 136, 1296]
cable-news-banner: CABLE NEWS.	[425, 38, 564, 60]
divider	[997, 666, 1088, 667]
place-line: MELBOURNE, March 31.	[312, 408, 392, 416]
